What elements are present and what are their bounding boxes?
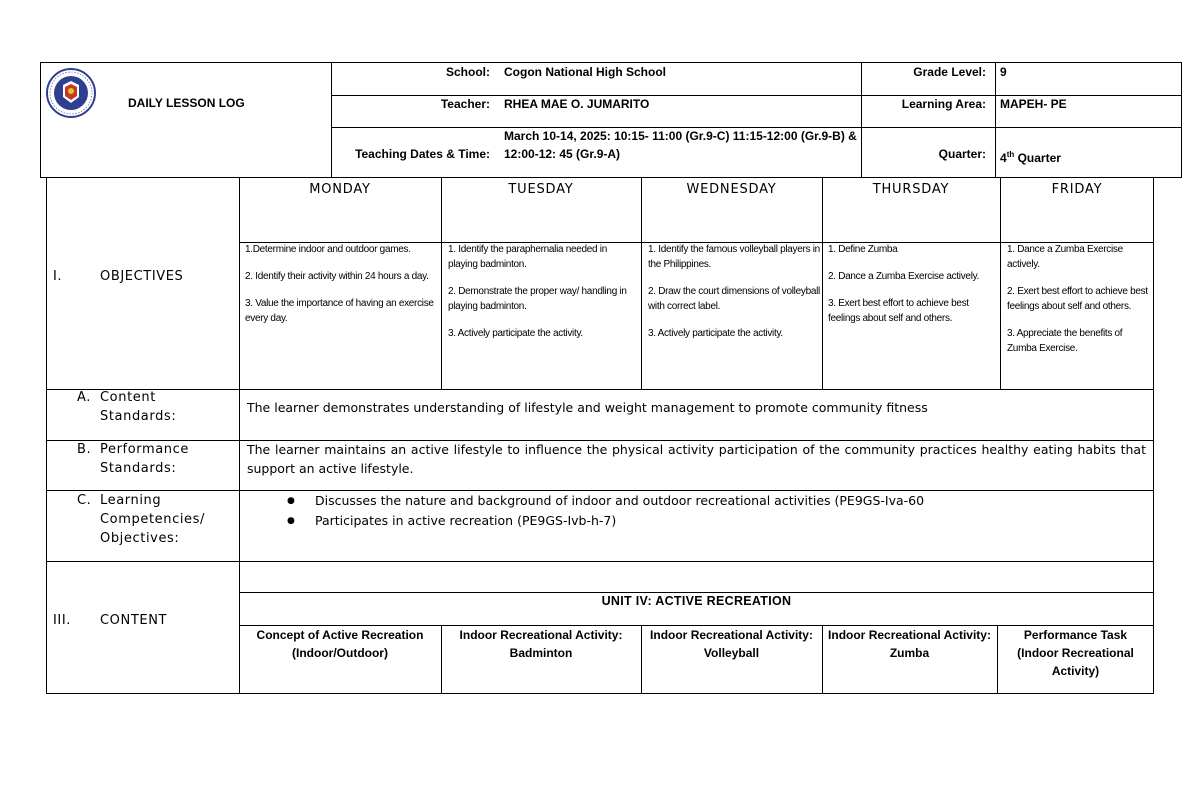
list-item: 2. Identify their activity within 24 hours a day. (245, 271, 429, 282)
topic-tuesday: Indoor Recreational Activity: Badminton (459, 628, 623, 660)
day-header-thursday: THURSDAY (872, 182, 950, 197)
quarter-value: 4th Quarter (1000, 150, 1061, 165)
competencies-list (287, 491, 1147, 531)
divider (641, 178, 642, 389)
content-standards-letter: A. (77, 390, 91, 405)
list-item: 2. Dance a Zumba Exercise actively. (828, 271, 980, 282)
objectives-label: OBJECTIVES (100, 269, 184, 284)
list-item: 3. Actively participate the activity. (648, 328, 783, 339)
competencies-letter: C. (77, 493, 92, 508)
divider (239, 592, 1154, 593)
school-label: School: (446, 65, 490, 79)
list-item: ● Discusses the nature and background of indoor and outdoor recreational activities (PE9GS-Iva-60 (287, 491, 1147, 511)
divider (1000, 178, 1001, 389)
topic-thursday: Indoor Recreational Activity: Zumba (828, 628, 991, 660)
list-item: 1.Determine indoor and outdoor games. (245, 244, 411, 255)
bullet-icon: ● (287, 516, 295, 526)
list-item: 3. Value the importance of having an exercise every day. (245, 298, 434, 324)
objectives-wednesday (648, 242, 820, 353)
competencies-label: Learning Competencies/ Objectives: (100, 493, 205, 546)
divider (441, 178, 442, 389)
topic-wednesday: Indoor Recreational Activity: Volleyball (650, 628, 813, 660)
day-header-monday: MONDAY (309, 182, 371, 197)
teacher-label: Teacher: (440, 97, 490, 111)
content-standards-label: Content Standards: (100, 390, 177, 424)
content-label: CONTENT (100, 613, 168, 628)
list-item: 1. Define Zumba (828, 244, 898, 255)
objectives-monday (245, 242, 437, 338)
learning-area-label: Learning Area: (901, 97, 986, 111)
day-header-friday: FRIDAY (1051, 182, 1103, 197)
list-item: 3. Appreciate the benefits of Zumba Exercise. (1007, 328, 1123, 354)
divider (46, 389, 1154, 390)
teaching-dates-label: Teaching Dates & Time: (355, 147, 490, 161)
unit-title: UNIT IV: ACTIVE RECREATION (601, 594, 792, 608)
divider (861, 63, 862, 177)
day-header-wednesday: WEDNESDAY (686, 182, 777, 197)
teaching-dates-line1: March 10-14, 2025: 10:15- 11:00 (Gr.9-C) 11:15-12:00 (Gr.9-B) & (504, 129, 857, 143)
divider (822, 178, 823, 389)
teacher-value: RHEA MAE O. JUMARITO (504, 97, 650, 111)
content-standards-text: The learner demonstrates understanding of lifestyle and weight management to promote community fitness (247, 400, 928, 415)
list-item: 2. Exert best effort to achieve best feelings about self and others. (1007, 286, 1148, 312)
list-item: 2. Draw the court dimensions of volleyball with correct label. (648, 286, 820, 312)
document-title: DAILY LESSON LOG (128, 96, 245, 110)
list-item: 1. Identify the famous volleyball players in the Philippines. (648, 244, 820, 270)
bullet-icon: ● (287, 496, 295, 506)
divider (995, 63, 996, 177)
objectives-friday (1007, 242, 1149, 368)
objectives-tuesday (448, 242, 636, 353)
school-value: Cogon National High School (504, 65, 666, 79)
divider (239, 178, 240, 694)
grade-level-value: 9 (1000, 65, 1007, 79)
objectives-thursday (828, 242, 993, 338)
list-item: 1. Dance a Zumba Exercise actively. (1007, 244, 1123, 270)
deped-seal-logo (45, 67, 97, 119)
topic-monday: Concept of Active Recreation (Indoor/Outdoor) (256, 628, 424, 660)
performance-standards-label: Performance Standards: (100, 442, 189, 476)
performance-standards-letter: B. (77, 442, 92, 457)
list-item: 3. Actively participate the activity. (448, 328, 583, 339)
topic-friday: Performance Task (Indoor Recreational Activity) (1017, 628, 1134, 678)
list-item: 3. Exert best effort to achieve best feelings about self and others. (828, 298, 969, 324)
content-roman: III. (53, 613, 72, 628)
divider (331, 95, 1182, 96)
list-item: ● Participates in active recreation (PE9GS-Ivb-h-7) (287, 511, 1147, 531)
divider (331, 127, 1182, 128)
list-item: 1. Identify the paraphernalia needed in playing badminton. (448, 244, 607, 270)
quarter-label: Quarter: (938, 147, 986, 161)
day-header-tuesday: TUESDAY (508, 182, 574, 197)
grade-level-label: Grade Level: (913, 65, 986, 79)
objectives-roman: I. (53, 269, 63, 284)
learning-area-value: MAPEH- PE (1000, 97, 1067, 111)
divider (46, 561, 1154, 562)
teaching-dates-line2: 12:00-12: 45 (Gr.9-A) (504, 147, 621, 161)
list-item: 2. Demonstrate the proper way/ handling in playing badminton. (448, 286, 627, 312)
performance-standards-text: The learner maintains an active lifestyle to influence the physical activity participation of the community practices healthy eating habits that support an active lifestyle. (247, 442, 1146, 476)
